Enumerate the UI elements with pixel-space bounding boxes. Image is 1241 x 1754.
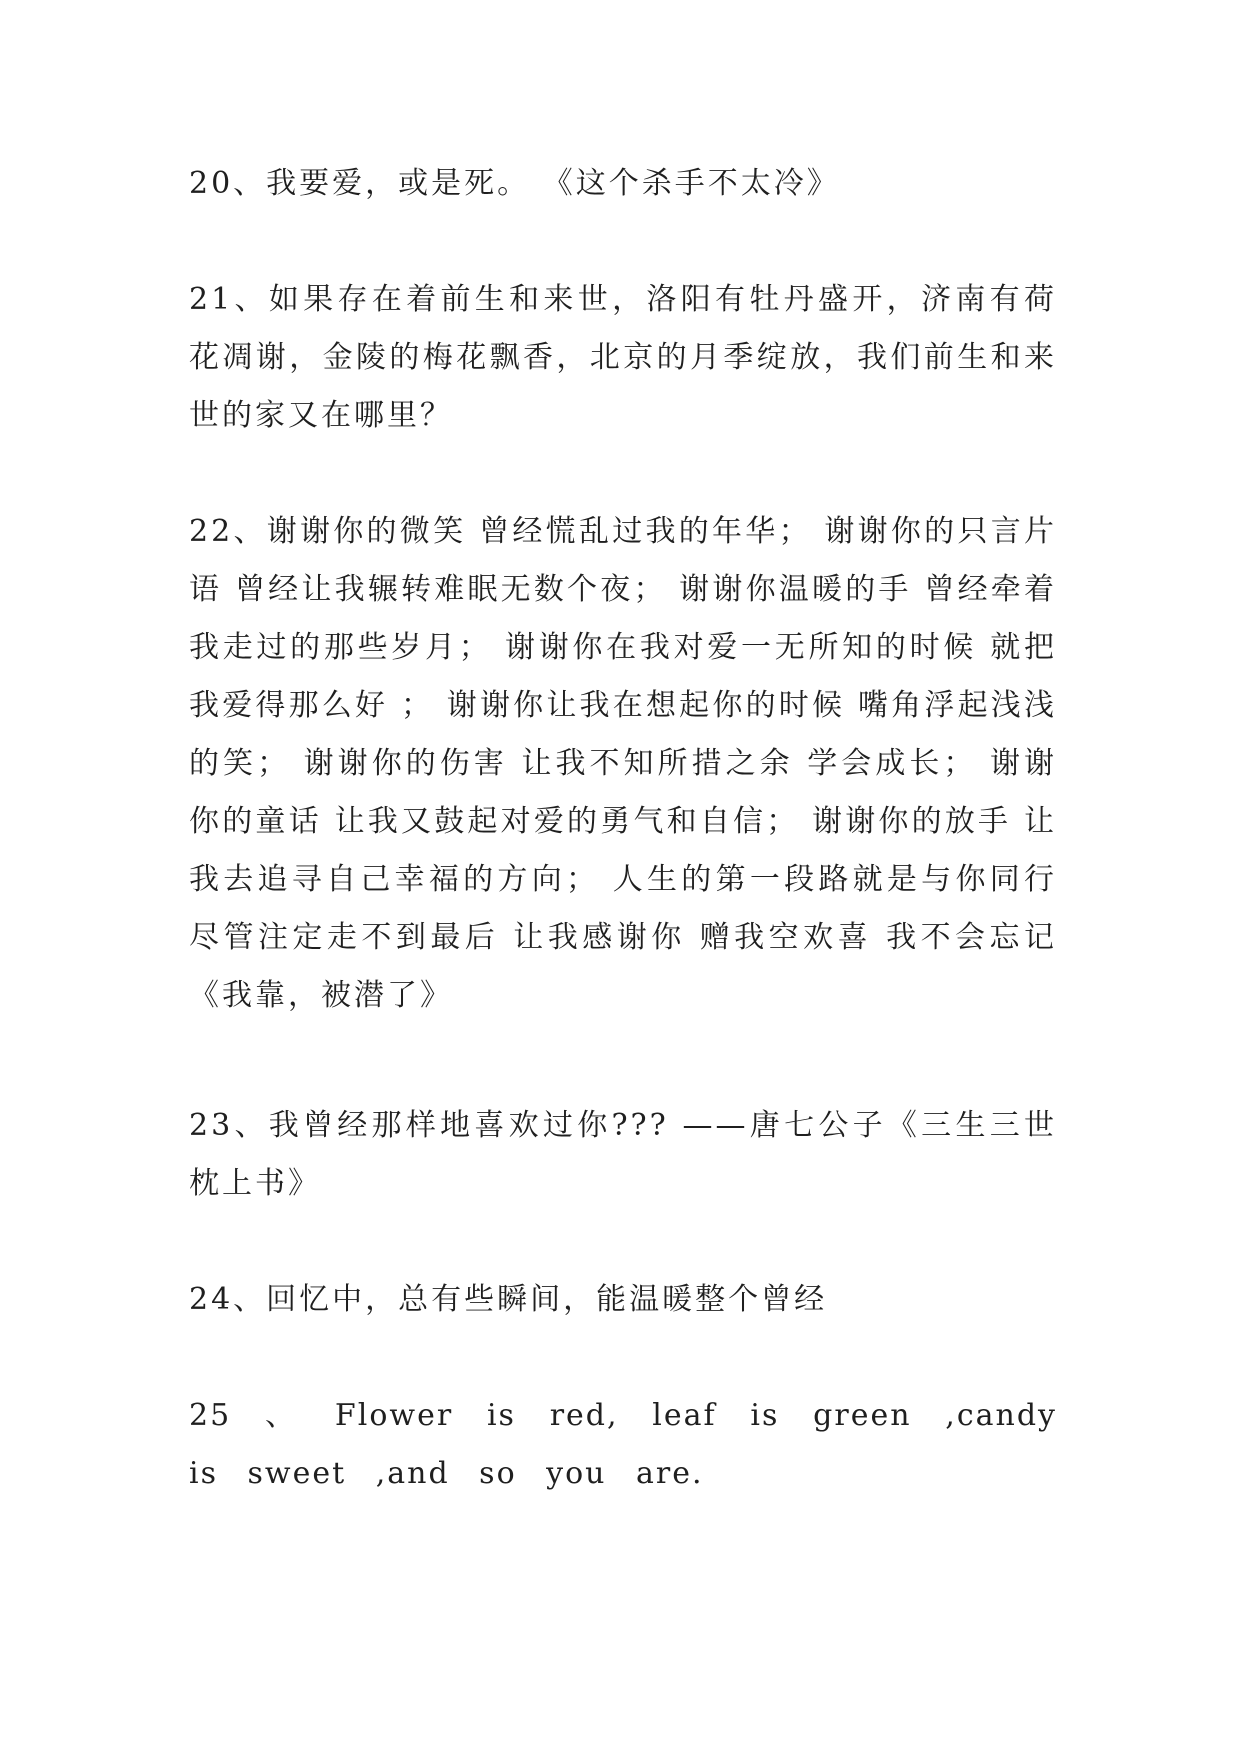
- quote-paragraph-24: 24、回忆中，总有些瞬间，能温暖整个曾经: [189, 1282, 828, 1317]
- quote-paragraph-25: 25 、 Flower is red, leaf is green ,candy is sweet ,and so you are.: [189, 1398, 1057, 1491]
- quote-paragraph-22: 22、谢谢你的微笑 曾经慌乱过我的年华； 谢谢你的只言片语 曾经让我辗转难眠无数个夜； 谢谢你温暖的手 曾经牵着我走过的那些岁月； 谢谢你在我对爱一无所知的时候 就把我爱得那么好 ； 谢谢你让我在想起你的时候 嘴角浮起浅浅的笑； 谢谢你的伤害 让我不知所措之余 学会成长； 谢谢你的童话 让我又鼓起对爱的勇气和自信； 谢谢你的放手 让我去追寻自己幸福的方向； 人生的第一段路就是与你同行 尽管注定走不到最后 让我感谢你 赠我空欢喜 我不会忘记 《我靠，被潜了》: [189, 514, 1057, 1013]
- quote-paragraph-21: 21、如果存在着前生和来世，洛阳有牡丹盛开，济南有荷花凋谢，金陵的梅花飘香，北京的月季绽放，我们前生和来世的家又在哪里？: [189, 282, 1057, 433]
- quote-paragraph-20: 20、我要爱，或是死。 《这个杀手不太冷》: [189, 166, 840, 201]
- quote-paragraph-23: 23、我曾经那样地喜欢过你??? ——唐七公子《三生三世枕上书》: [189, 1108, 1057, 1201]
